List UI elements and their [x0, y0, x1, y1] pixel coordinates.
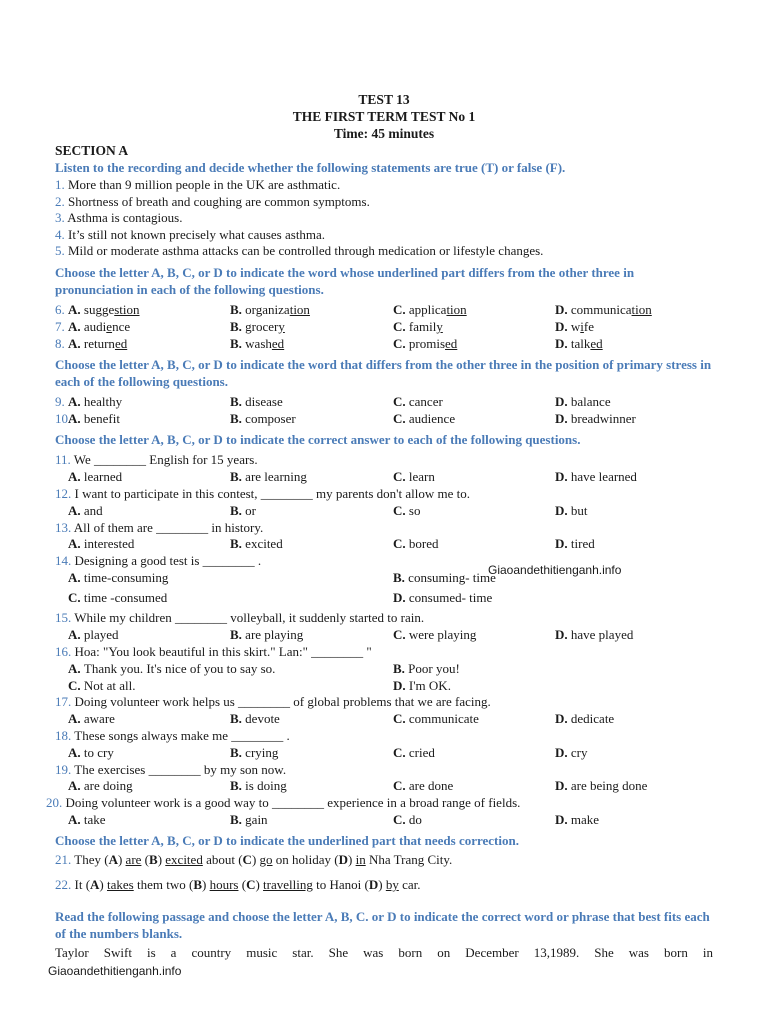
option-letter: C. — [393, 411, 409, 426]
answer-option — [555, 411, 636, 427]
statement-text: More than 9 million people in the UK are asthmatic. — [68, 177, 341, 192]
option-text: time-consuming — [83, 570, 169, 585]
option-text: played — [83, 627, 119, 642]
question-stem — [55, 553, 261, 569]
option-letter: D. — [555, 711, 571, 726]
option-text: Poor you! — [408, 661, 460, 676]
option-letter: B. — [230, 469, 246, 484]
statement-text: Mild or moderate asthma attacks can be controlled through medication or lifestyle changes. — [68, 243, 544, 258]
option-text: talk — [570, 335, 591, 351]
option-letter: B. — [230, 745, 246, 760]
question-number: 12. — [55, 486, 75, 501]
answer-option — [68, 661, 275, 677]
question-stem — [55, 728, 290, 744]
answer-option — [555, 336, 603, 352]
answer-option — [230, 319, 285, 335]
sentence-text: car. — [398, 877, 421, 892]
option-letter: B. — [230, 302, 246, 317]
underlined-part: hours — [209, 877, 239, 892]
option-letter: C. — [393, 394, 409, 409]
answer-option — [68, 778, 133, 794]
option-text: were playing — [408, 627, 477, 642]
option-text: communica — [570, 302, 632, 317]
underlined-part: tion — [631, 302, 652, 317]
choice-letter: D — [338, 852, 348, 867]
answer-option — [68, 745, 114, 761]
answer-option — [555, 503, 588, 519]
option-letter: C. — [393, 536, 409, 551]
answer-option — [68, 711, 115, 727]
underlined-part: stion — [114, 302, 140, 317]
option-letter: B. — [230, 627, 246, 642]
option-text: to cry — [83, 745, 114, 760]
underlined-part: ed — [271, 335, 285, 351]
option-text: cried — [408, 745, 435, 760]
option-letter: C. — [393, 302, 409, 317]
option-text: Not at all. — [83, 678, 136, 693]
sentence-text: ) — [348, 852, 356, 867]
answer-option — [230, 812, 268, 828]
answer-option — [393, 536, 439, 552]
option-text: w — [570, 318, 581, 334]
option-letter: C. — [393, 318, 409, 334]
option-letter: D. — [555, 778, 571, 793]
option-text: applica — [408, 302, 447, 317]
option-text: I'm OK. — [408, 678, 451, 693]
sentence-text: on holiday ( — [272, 852, 339, 867]
underlined-part: by — [385, 877, 399, 892]
option-text: famil — [408, 318, 437, 334]
answer-option — [230, 411, 296, 427]
question-number: 7. — [55, 318, 65, 334]
answer-option — [393, 319, 443, 335]
option-text: make — [570, 812, 600, 827]
statement-text: Shortness of breath and coughing are common symptoms. — [68, 193, 370, 209]
underlined-part: ed — [114, 335, 128, 351]
answer-option — [555, 711, 614, 727]
test-title: THE FIRST TERM TEST No 1 — [292, 109, 476, 124]
option-letter: B. — [230, 812, 246, 827]
option-text: devote — [245, 711, 280, 726]
question-number: 11. — [55, 452, 74, 467]
option-letter: B. — [230, 394, 246, 409]
question-stem — [46, 795, 520, 811]
question-number: 4. — [55, 226, 68, 242]
option-text: learn — [408, 469, 435, 484]
option-letter: C. — [68, 590, 84, 605]
instruction-correction: Choose the letter A, B, C, or D to indicate the underlined part that needs correction. — [55, 833, 519, 848]
option-letter: D. — [555, 469, 571, 484]
sentence-text: ) — [99, 877, 108, 892]
question-number: 10. — [55, 411, 72, 426]
option-letter: A. — [68, 411, 84, 426]
option-letter: C. — [393, 745, 409, 760]
listening-statement — [55, 243, 543, 259]
option-letter: D. — [555, 812, 571, 827]
underlined-part: are — [125, 852, 142, 867]
option-letter: B. — [230, 335, 246, 351]
choice-letter: C — [242, 852, 252, 867]
question-stem — [55, 486, 470, 502]
option-letter: A. — [68, 711, 84, 726]
correction-sentence — [55, 852, 452, 868]
choice-letter: D — [368, 877, 379, 892]
underlined-part: takes — [107, 877, 134, 892]
answer-option — [230, 536, 283, 552]
option-text: have played — [570, 627, 634, 642]
question-stem — [55, 520, 263, 536]
option-text: are learning — [245, 469, 307, 484]
passage-text: Taylor Swift is a country music star. She was born on December 13,1989. She was born in — [55, 945, 713, 960]
answer-option — [393, 745, 435, 761]
answer-option — [393, 661, 460, 677]
sentence-text: ( — [238, 877, 247, 892]
question-number: 9. — [55, 394, 65, 409]
question-number: 22. — [55, 877, 75, 892]
option-letter: B. — [393, 661, 409, 676]
option-text: audience — [408, 411, 456, 426]
option-text: are playing — [245, 627, 304, 642]
question-number: 19. — [55, 762, 75, 777]
question-text: Designing a good test is ________ . — [74, 553, 262, 568]
option-text: is doing — [245, 778, 287, 793]
answer-option — [230, 394, 283, 410]
option-text: tired — [570, 536, 595, 551]
answer-option — [68, 678, 136, 694]
sentence-text: to Hanoi ( — [312, 877, 369, 892]
option-text: or — [245, 503, 257, 518]
question-number: 15. — [55, 610, 75, 625]
underlined-part: e — [106, 318, 113, 334]
answer-option — [230, 336, 284, 352]
question-stem — [55, 610, 424, 626]
answer-option — [393, 503, 420, 519]
underlined-part: y — [436, 318, 443, 334]
choice-letter: B — [193, 877, 202, 892]
sentence-text: ( — [141, 852, 150, 867]
option-letter: D. — [555, 745, 571, 760]
option-text: grocer — [245, 318, 279, 334]
instruction-pronunciation: Choose the letter A, B, C, or D to indicate the word whose underlined part differs from the other three in pronunciation in each of the following questions. — [55, 265, 635, 297]
question-text: Hoa: "You look beautiful in this skirt." Lan:" ________ " — [74, 644, 372, 659]
answer-option — [555, 812, 599, 828]
option-letter: A. — [68, 318, 84, 334]
option-letter: B. — [230, 711, 246, 726]
option-text: wash — [245, 335, 272, 351]
question-number: 16. — [55, 644, 75, 659]
option-text: but — [570, 503, 588, 518]
answer-option — [68, 503, 103, 519]
statement-text: It’s still not known precisely what causes asthma. — [68, 226, 326, 242]
answer-option — [230, 469, 307, 485]
question-number: 18. — [55, 728, 75, 743]
option-letter: A. — [68, 745, 84, 760]
question-text: The exercises ________ by my son now. — [74, 762, 287, 777]
answer-option — [68, 394, 122, 410]
option-text: return — [83, 335, 115, 351]
underlined-part: in — [355, 852, 366, 867]
question-number: 13. — [55, 520, 74, 535]
answer-option — [68, 302, 140, 318]
question-text: These songs always make me ________ . — [74, 728, 290, 743]
underlined-part: excited — [165, 852, 203, 867]
option-text: time -consumed — [83, 590, 168, 605]
option-letter: A. — [68, 627, 84, 642]
option-text: and — [83, 503, 103, 518]
listening-statement — [55, 210, 182, 226]
question-text: All of them are ________ in history. — [73, 520, 264, 535]
answer-option — [555, 778, 647, 794]
option-text: so — [408, 503, 421, 518]
answer-option — [555, 536, 595, 552]
sentence-text: ) — [117, 852, 126, 867]
answer-option — [230, 302, 310, 318]
option-letter: C. — [393, 711, 409, 726]
option-text: communicate — [408, 711, 479, 726]
answer-option — [68, 570, 168, 586]
watermark-bottom: Giaoandethitienganh.info — [48, 964, 182, 978]
answer-option — [68, 536, 134, 552]
option-text: disease — [245, 394, 283, 409]
option-text: balance — [570, 394, 611, 409]
answer-option — [68, 812, 106, 828]
underlined-part: ed — [445, 335, 458, 351]
option-letter: A. — [68, 812, 84, 827]
option-text: healthy — [83, 394, 123, 409]
instruction-listening: Listen to the recording and decide whether the following statements are true (T) or false (F). — [55, 160, 566, 175]
option-letter: D. — [555, 318, 571, 334]
option-text: interested — [83, 536, 135, 551]
question-text: While my children ________ volleyball, it suddenly started to rain. — [74, 610, 425, 625]
underlined-part: tion — [446, 302, 467, 317]
test-time: Time: 45 minutes — [333, 126, 435, 141]
option-text: nce — [112, 318, 131, 334]
test-number: TEST 13 — [358, 92, 410, 107]
underlined-part: go — [259, 852, 273, 867]
option-text: consuming- time — [408, 570, 496, 585]
option-text: organiza — [245, 302, 290, 317]
option-text: crying — [245, 745, 279, 760]
answer-option — [230, 503, 256, 519]
answer-option — [393, 590, 492, 606]
option-text: aware — [83, 711, 115, 726]
option-letter: A. — [68, 778, 84, 793]
option-letter: B. — [230, 536, 246, 551]
sentence-text: them two ( — [133, 877, 194, 892]
sentence-text: It ( — [74, 877, 91, 892]
answer-option — [555, 302, 652, 318]
watermark-mid: Giaoandethitienganh.info — [488, 563, 622, 577]
option-text: Thank you. It's nice of you to say so. — [83, 661, 276, 676]
option-text: promis — [408, 335, 446, 351]
underlined-part: y — [278, 318, 285, 334]
option-letter: A. — [68, 469, 84, 484]
answer-option — [68, 469, 122, 485]
choice-letter: C — [246, 877, 256, 892]
section-a-heading: SECTION A — [55, 143, 129, 158]
sentence-text: ) — [201, 877, 210, 892]
question-number: 5. — [55, 243, 68, 258]
option-letter: B. — [230, 503, 246, 518]
option-text: are being done — [570, 778, 648, 793]
listening-statement — [55, 227, 325, 243]
option-letter: C. — [393, 503, 409, 518]
option-text: take — [83, 812, 106, 827]
option-text: breadwinner — [570, 411, 636, 426]
sentence-text: ) — [157, 852, 166, 867]
option-text: audi — [83, 318, 107, 334]
option-text: cancer — [408, 394, 443, 409]
option-letter: D. — [555, 627, 571, 642]
sentence-text: ) — [255, 877, 264, 892]
answer-option — [555, 394, 611, 410]
option-letter: B. — [393, 570, 409, 585]
answer-option — [393, 411, 455, 427]
option-text: do — [408, 812, 422, 827]
question-stem — [55, 694, 491, 710]
sentence-text: They ( — [74, 852, 109, 867]
option-letter: B. — [230, 411, 246, 426]
option-letter: C. — [68, 678, 84, 693]
answer-option — [68, 590, 167, 606]
answer-option — [393, 678, 451, 694]
option-letter: D. — [555, 411, 571, 426]
answer-option — [68, 411, 120, 427]
instruction-stress: Choose the letter A, B, C, or D to indicate the word that differs from the other three in the position of primary stress in each of the following questions. — [55, 357, 712, 389]
question-text: I want to participate in this contest, ________ my parents don't allow me to. — [74, 486, 471, 501]
answer-option — [393, 336, 457, 352]
option-text: consumed- time — [408, 590, 493, 605]
option-letter: C. — [393, 812, 409, 827]
answer-option — [393, 711, 479, 727]
option-letter: D. — [555, 394, 571, 409]
sentence-text: Nha Trang City. — [365, 852, 453, 867]
option-letter: C. — [393, 469, 409, 484]
underlined-part: travelling — [263, 877, 313, 892]
option-letter: D. — [555, 302, 571, 317]
sentence-text: ) — [251, 852, 260, 867]
option-text: learned — [83, 469, 123, 484]
underlined-part: i — [580, 318, 584, 334]
option-letter: D. — [555, 335, 571, 351]
question-number: 8. — [55, 335, 65, 351]
answer-option — [393, 778, 453, 794]
answer-option — [68, 336, 127, 352]
answer-option — [555, 319, 594, 335]
answer-option — [230, 711, 280, 727]
question-text: Doing volunteer work is a good way to ________ experience in a broad range of fields. — [65, 795, 521, 810]
option-letter: A. — [68, 503, 84, 518]
correction-sentence — [55, 877, 420, 893]
answer-option — [393, 469, 435, 485]
answer-option — [230, 778, 287, 794]
sentence-text: about ( — [202, 852, 243, 867]
option-letter: A. — [68, 335, 84, 351]
question-number: 3. — [55, 210, 68, 225]
option-text: bored — [408, 536, 439, 551]
option-text: are doing — [83, 778, 133, 793]
option-text: sugge — [83, 302, 115, 317]
option-text: gain — [245, 812, 268, 827]
option-text: composer — [245, 411, 296, 426]
option-text: benefit — [83, 411, 120, 426]
question-number: 21. — [55, 852, 75, 867]
option-letter: A. — [68, 536, 84, 551]
answer-option — [393, 302, 467, 318]
answer-option — [393, 627, 476, 643]
answer-option — [393, 570, 496, 586]
answer-option — [393, 812, 422, 828]
question-text: We ________ English for 15 years. — [73, 452, 258, 467]
option-text: cry — [570, 745, 588, 760]
option-text: are done — [408, 778, 454, 793]
listening-statement — [55, 194, 370, 210]
question-stem — [55, 762, 286, 778]
answer-option — [555, 469, 637, 485]
sentence-text: ) — [378, 877, 386, 892]
choice-letter: B — [149, 852, 158, 867]
question-number: 14. — [55, 553, 75, 568]
option-letter: D. — [393, 590, 409, 605]
question-text: Doing volunteer work helps us ________ of global problems that we are facing. — [74, 694, 491, 709]
underlined-part: ed — [590, 335, 603, 351]
option-text: fe — [583, 318, 595, 334]
question-number: 1. — [55, 177, 68, 192]
option-letter: A. — [68, 394, 84, 409]
option-text: excited — [245, 536, 283, 551]
underlined-part: tion — [289, 302, 310, 317]
option-text: dedicate — [570, 711, 615, 726]
option-letter: B. — [230, 318, 246, 334]
answer-option — [393, 394, 443, 410]
answer-option — [555, 745, 588, 761]
option-letter: A. — [68, 661, 84, 676]
option-letter: C. — [393, 627, 409, 642]
answer-option — [230, 745, 278, 761]
statement-text: Asthma is contagious. — [67, 210, 183, 225]
option-letter: C. — [393, 335, 409, 351]
option-text: have learned — [570, 469, 637, 484]
instruction-correct-answer: Choose the letter A, B, C, or D to indicate the correct answer to each of the following questions. — [55, 432, 581, 447]
choice-letter: A — [108, 852, 118, 867]
question-stem — [55, 644, 372, 660]
question-number: 6. — [55, 302, 65, 317]
option-letter: A. — [68, 302, 84, 317]
question-number: 20. — [46, 795, 66, 810]
answer-option — [230, 627, 303, 643]
question-number: 2. — [55, 193, 68, 209]
question-stem — [55, 452, 258, 468]
answer-option — [68, 319, 130, 335]
option-letter: D. — [393, 678, 409, 693]
option-letter: C. — [393, 778, 409, 793]
listening-statement — [55, 177, 340, 193]
choice-letter: A — [90, 877, 100, 892]
question-number: 17. — [55, 694, 75, 709]
answer-option — [555, 627, 633, 643]
option-letter: B. — [230, 778, 246, 793]
instruction-passage: Read the following passage and choose the letter A, B, C. or D to indicate the correct word or phrase that best fits each of the numbers blanks. — [55, 909, 710, 941]
answer-option — [68, 627, 119, 643]
option-letter: D. — [555, 503, 571, 518]
option-letter: D. — [555, 536, 571, 551]
option-letter: A. — [68, 570, 84, 585]
